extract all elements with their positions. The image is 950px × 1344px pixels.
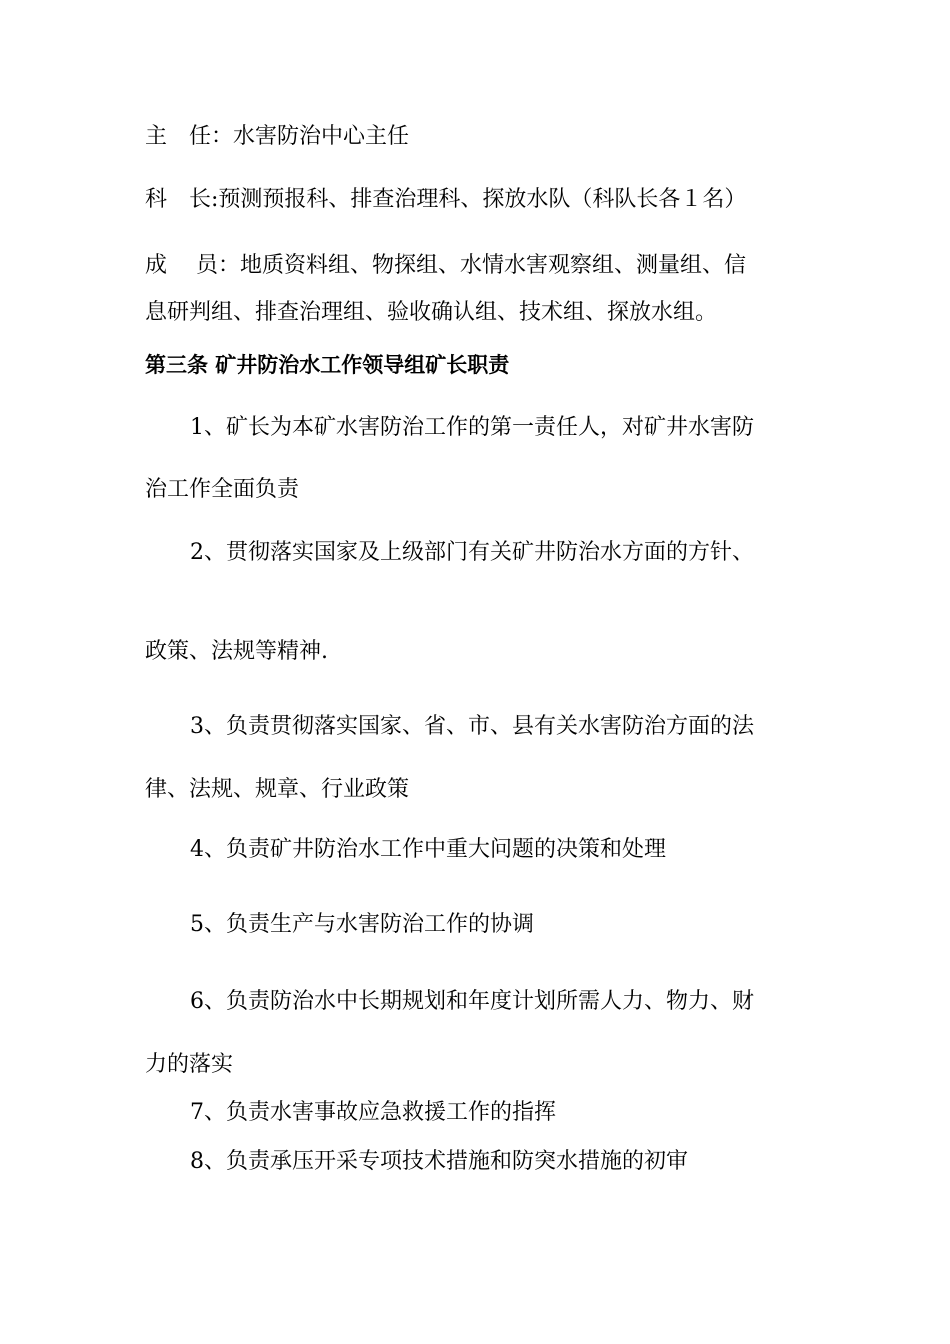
members-line-2: 息研判组、排查治理组、验收确认组、技术组、探放水组。 [145, 300, 718, 325]
item-4-line: 4、负责矿井防治水工作中重大问题的决策和处理 [190, 837, 666, 862]
section-chief-line: 科 长:预测预报科、排查治理科、探放水队（科队长各１名） [145, 187, 747, 212]
item-2-line-2: 政策、法规等精神. [145, 639, 328, 664]
item-3-line-2: 律、法规、规章、行业政策 [145, 777, 410, 802]
item-1-line-2: 治工作全面负责 [145, 477, 300, 502]
item-3-line-1: 3、负责贯彻落实国家、省、市、县有关水害防治方面的法 [190, 714, 754, 739]
members-line-1: 成 员：地质资料组、物探组、水情水害观察组、测量组、信 [145, 253, 746, 278]
article-heading: 第三条 矿井防治水工作领导组矿长职责 [145, 353, 510, 377]
item-5-line: 5、负责生产与水害防治工作的协调 [190, 912, 534, 937]
item-6-line-2: 力的落实 [145, 1052, 234, 1077]
item-7-line: 7、负责水害事故应急救援工作的指挥 [190, 1100, 556, 1125]
item-6-line-1: 6、负责防治水中长期规划和年度计划所需人力、物力、财 [190, 989, 754, 1014]
item-1-line-1: 1、矿长为本矿水害防治工作的第一责任人，对矿井水害防 [190, 415, 754, 440]
director-line: 主 任：水害防治中心主任 [145, 124, 410, 149]
item-2-line-1: 2、贯彻落实国家及上级部门有关矿井防治水方面的方针、 [190, 540, 754, 565]
item-8-line: 8、负责承压开采专项技术措施和防突水措施的初审 [190, 1149, 688, 1174]
